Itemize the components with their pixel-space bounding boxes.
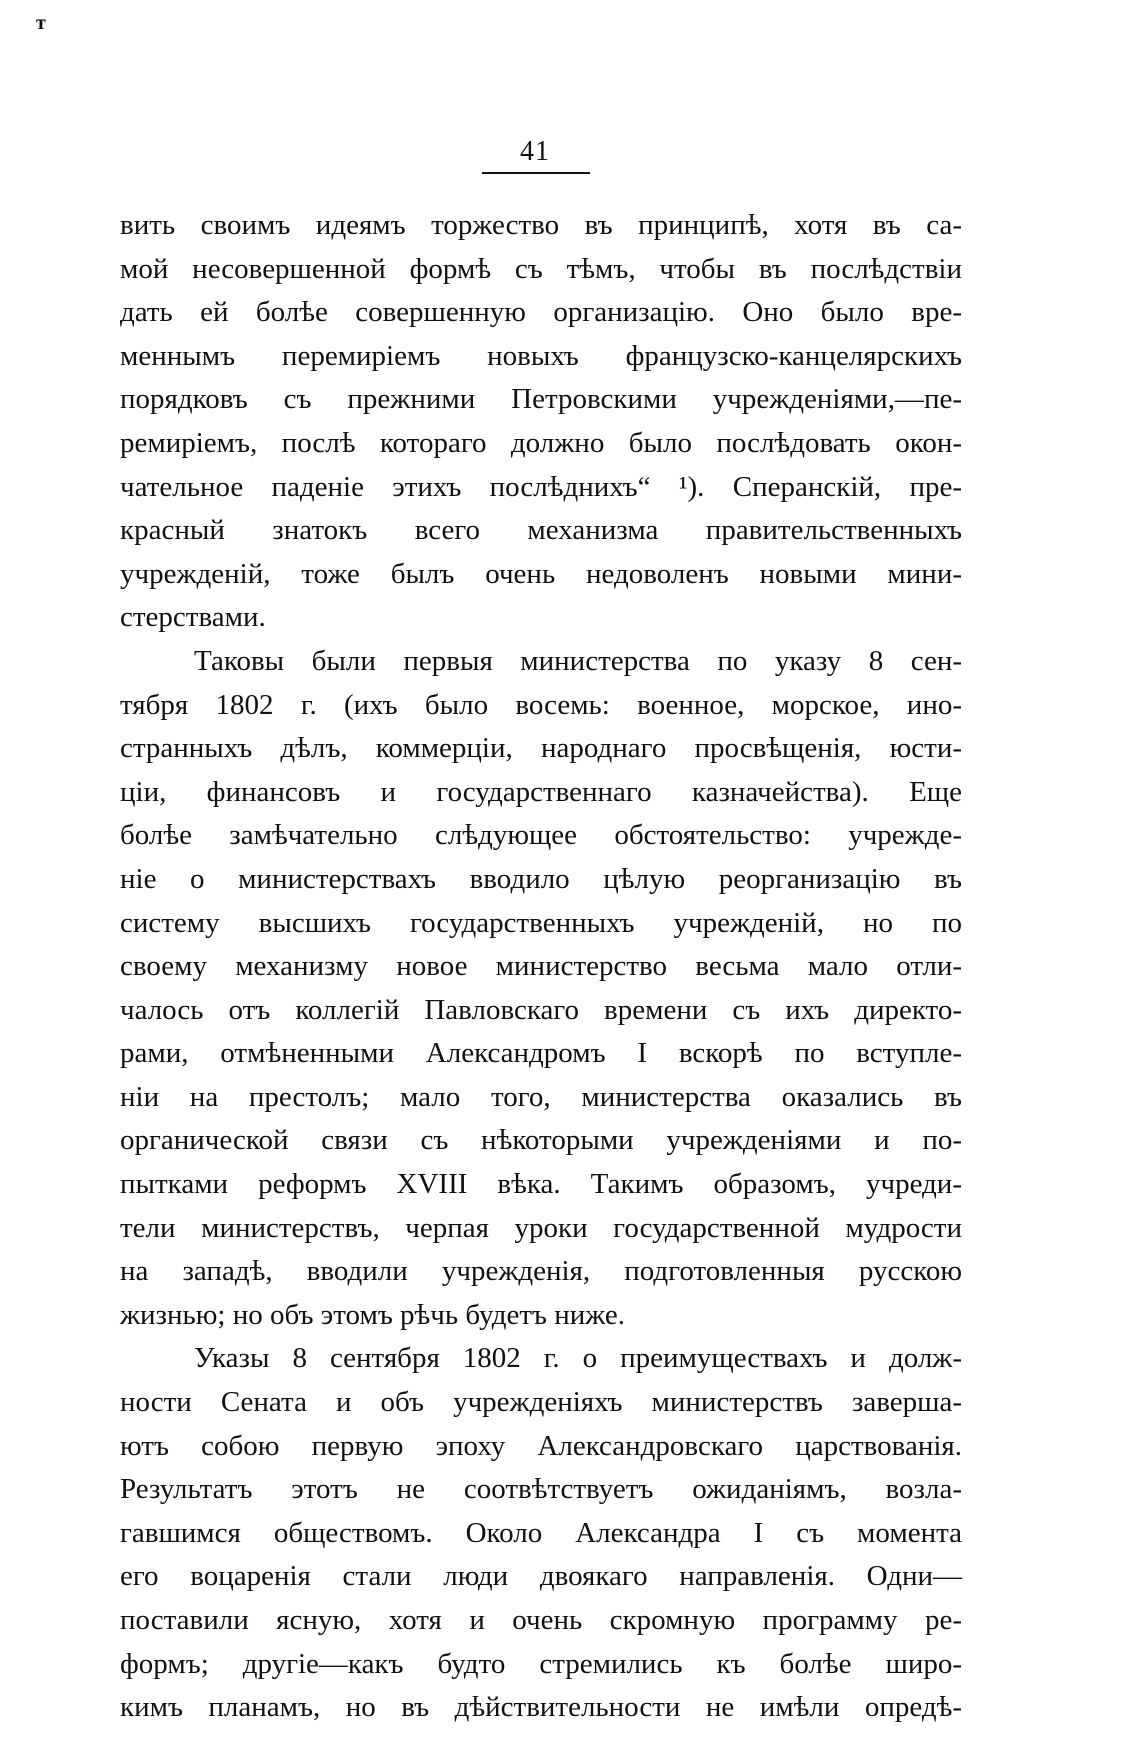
text-line: Результатъ этотъ не соотвѣтствуетъ ожиданіямъ, возла- [120,1473,962,1506]
text-line: ціи, финансовъ и государственнаго казначейства). Еще [120,775,962,808]
text-line: ремиріемъ, послѣ котораго должно было послѣдовать окон- [120,426,962,459]
text-line: органической связи съ нѣкоторыми учрежденіями и по- [120,1124,962,1157]
page-number-rule [482,172,590,174]
text-line: вить своимъ идеямъ торжество въ принципѣ, хотя въ са- [120,209,962,241]
text-line: формъ; другіе—какъ будто стремились къ болѣе широ- [120,1647,962,1680]
text-line: пытками реформъ XVIII вѣка. Такимъ образомъ, учреди- [120,1168,962,1201]
text-line: тели министерствъ, черпая уроки государственной мудрости [120,1211,962,1244]
text-line: кимъ планамъ, но въ дѣйствительности не имѣли опредѣ- [120,1691,962,1724]
text-line: ютъ собою первую эпоху Александровскаго царствованія. [120,1429,962,1462]
text-line: порядковъ съ прежними Петровскими учрежденіями,—пе- [120,383,962,416]
text-line: своему механизму новое министерство весьма мало отли- [120,950,962,983]
text-line: ности Сената и объ учрежденіяхъ министерствъ заверша- [120,1386,962,1419]
text-line: систему высшихъ государственныхъ учрежденій, но по [120,906,962,939]
text-line: меннымъ перемиріемъ новыхъ французско-канцелярскихъ [120,339,962,372]
page-number: 41 [520,136,550,167]
text-line: красный знатокъ всего механизма правительственныхъ [120,514,962,547]
text-line: болѣе замѣчательно слѣдующее обстоятельство: учрежде- [120,819,962,852]
text-line: гавшимся обществомъ. Около Александра I съ момента [120,1516,962,1549]
text-line: ніе о министерствахъ вводило цѣлую реорганизацію въ [120,862,962,895]
body-text [120,204,962,1730]
text-line: дать ей болѣе совершенную организацію. Оно было вре- [120,296,962,329]
text-line: Указы 8 сентября 1802 г. о преимуществахъ и долж- [194,1342,962,1375]
corner-mark: т [36,12,46,34]
text-line: поставили ясную, хотя и очень скромную программу ре- [120,1604,962,1636]
text-line: жизнью; но объ этомъ рѣчь будетъ ниже. [120,1298,626,1331]
text-line: тября 1802 г. (ихъ было восемь: военное, морское, ино- [120,688,962,721]
text-line: учрежденій, тоже былъ очень недоволенъ новыми мини- [120,557,962,590]
text-line: рами, отмѣненными Александромъ I вскорѣ по вступле- [120,1037,962,1070]
text-line: чалось отъ коллегій Павловскаго времени съ ихъ директо- [120,993,962,1026]
text-line: мой несовершенной формѣ съ тѣмъ, чтобы въ послѣдствіи [120,252,962,285]
text-line: на западѣ, вводили учрежденія, подготовленныя русскою [120,1255,962,1288]
text-line: стерствами. [120,601,266,634]
text-line: его воцаренія стали люди двоякаго направленія. Одни— [120,1560,962,1593]
text-line: чательное паденіе этихъ послѣднихъ“ ¹). Сперанскій, пре- [120,470,962,503]
text-line: Таковы были первыя министерства по указу 8 сен- [194,644,962,677]
text-line: ніи на престолъ; мало того, министерства оказались въ [120,1080,962,1113]
text-line: странныхъ дѣлъ, коммерціи, народнаго просвѣщенія, юсти- [120,732,962,765]
